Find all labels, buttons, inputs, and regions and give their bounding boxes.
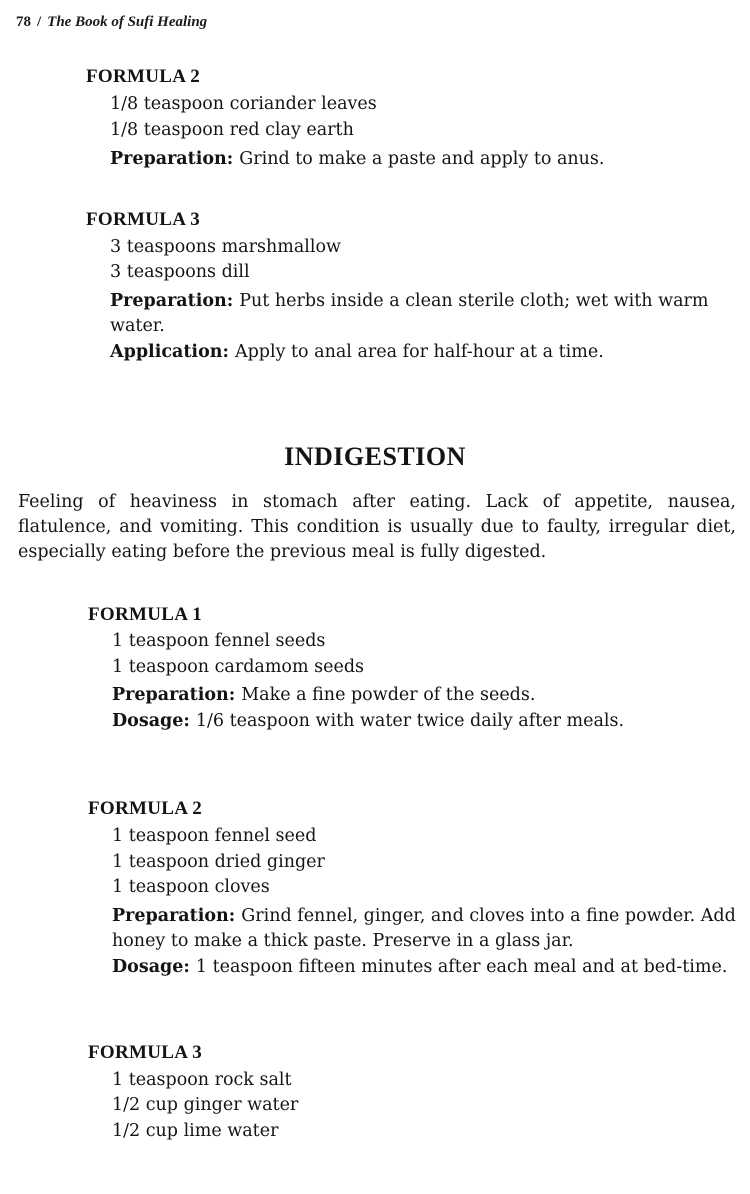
dosage-line <box>112 709 624 734</box>
preparation-label: Preparation: <box>112 906 236 926</box>
preparation-text: Grind fennel, ginger, and cloves into a fine powder. Add honey to make a thick paste. Preserve in a glass jar. <box>112 906 736 951</box>
preparation-text: Grind to make a paste and apply to anus. <box>239 149 605 169</box>
ingredient: 1 teaspoon dried ginger <box>112 852 325 872</box>
ingredient: 3 teaspoons dill <box>110 262 250 282</box>
preparation-line <box>112 904 738 954</box>
ingredient: 1 teaspoon cloves <box>112 877 270 897</box>
preparation-line <box>110 289 738 339</box>
dosage-text: 1/6 teaspoon with water twice daily after meals. <box>195 711 625 731</box>
header-separator: / <box>37 14 42 30</box>
ingredient: 1 teaspoon fennel seeds <box>112 631 326 651</box>
section-heading: INDIGESTION <box>284 442 466 471</box>
preparation-label: Preparation: <box>110 149 234 169</box>
ingredient: 1/2 cup lime water <box>112 1121 279 1141</box>
preparation-label: Preparation: <box>112 685 236 705</box>
application-text: Apply to anal area for half-hour at a time. <box>234 342 604 362</box>
book-title: The Book of Sufi Healing <box>47 14 208 30</box>
formula-title: FORMULA 2 <box>88 798 203 819</box>
formula-title: FORMULA 1 <box>88 604 203 625</box>
application-line <box>110 340 604 365</box>
ingredient: 1/8 teaspoon coriander leaves <box>110 94 377 114</box>
ingredient: 1/8 teaspoon red clay earth <box>110 120 354 140</box>
preparation-line <box>110 147 604 172</box>
preparation-line <box>112 683 535 708</box>
dosage-line <box>112 955 738 980</box>
ingredient: 1 teaspoon cardamom seeds <box>112 657 365 677</box>
formula-title: FORMULA 2 <box>86 66 201 87</box>
ingredient: 3 teaspoons marshmallow <box>110 237 341 257</box>
section-intro: Feeling of heaviness in stomach after eating. Lack of appetite, nausea, flatulence, and vomiting. This condition is usually due to faulty, irregular diet, especially eating before the previous meal is fully digested. <box>18 492 736 562</box>
formula-title: FORMULA 3 <box>86 209 201 230</box>
dosage-label: Dosage: <box>112 957 190 977</box>
application-label: Application: <box>110 342 229 362</box>
formula-title: FORMULA 3 <box>88 1042 203 1063</box>
dosage-text: 1 teaspoon fifteen minutes after each meal and at bed-time. <box>195 957 728 977</box>
ingredient: 1 teaspoon fennel seed <box>112 826 317 846</box>
preparation-text: Make a fine powder of the seeds. <box>241 685 536 705</box>
preparation-text: Put herbs inside a clean sterile cloth; wet with warm water. <box>110 291 709 336</box>
ingredient: 1 teaspoon rock salt <box>112 1070 292 1090</box>
dosage-label: Dosage: <box>112 711 190 731</box>
ingredient: 1/2 cup ginger water <box>112 1095 299 1115</box>
preparation-label: Preparation: <box>110 291 234 311</box>
running-head <box>16 14 207 31</box>
page-number: 78 <box>16 14 31 30</box>
